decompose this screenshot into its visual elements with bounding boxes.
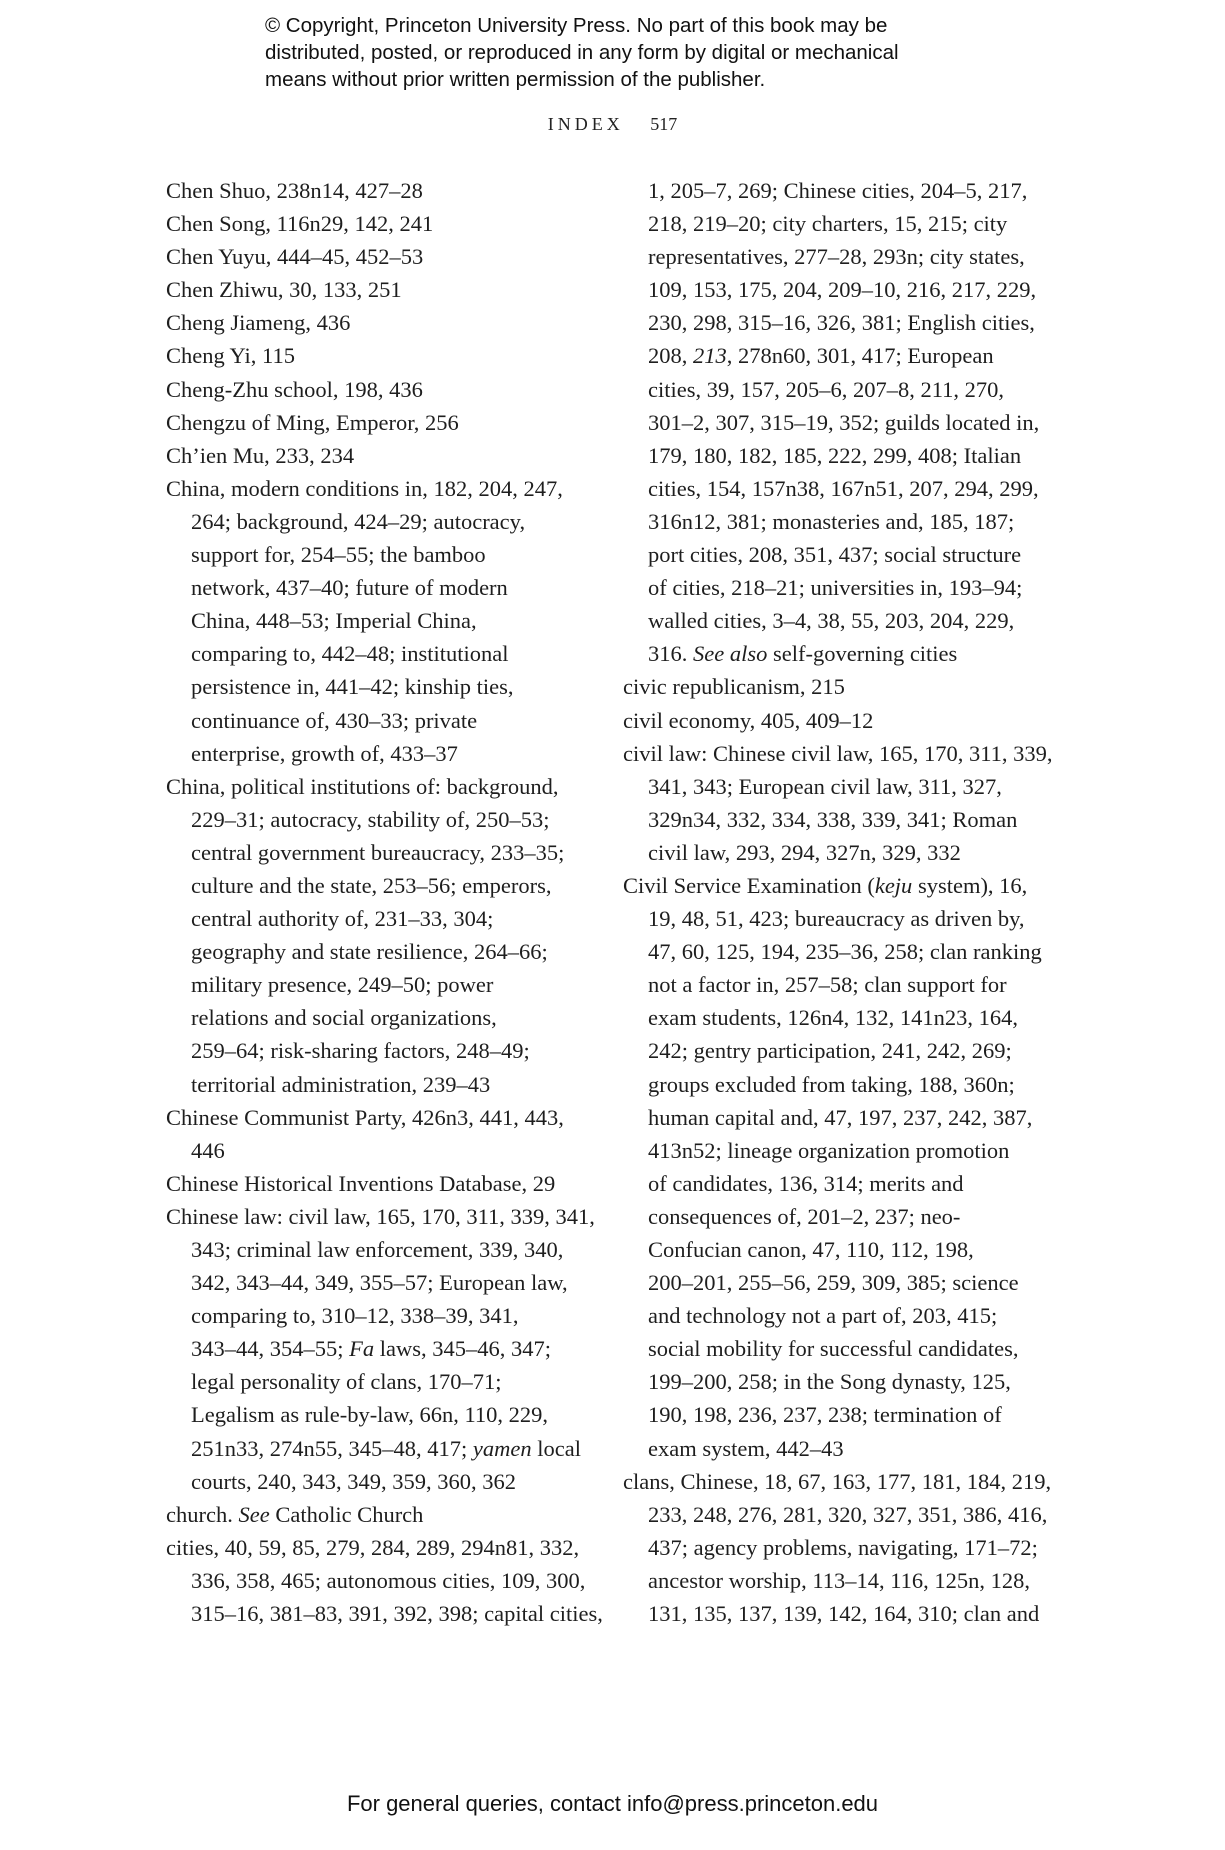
index-entry-continuation: China, 448–53; Imperial China, <box>191 608 477 634</box>
index-entry-continuation: groups excluded from taking, 188, 360n; <box>648 1071 1015 1097</box>
index-entry-continuation: network, 437–40; future of modern <box>191 575 508 601</box>
index-entry: China, modern conditions in, 182, 204, 247, <box>166 475 563 501</box>
index-entry-continuation: 200–201, 255–56, 259, 309, 385; science <box>648 1270 1019 1296</box>
index-entry-continuation: 329n34, 332, 334, 338, 339, 341; Roman <box>648 806 1018 832</box>
footer-contact: For general queries, contact info@press.princeton.edu <box>346 1791 879 1816</box>
index-entry-continuation: territorial administration, 239–43 <box>191 1071 491 1097</box>
index-entry-continuation: of cities, 218–21; universities in, 193–94; <box>648 575 1023 601</box>
index-entry-continuation: 179, 180, 182, 185, 222, 299, 408; Italian <box>648 442 1022 468</box>
index-entry: Civil Service Examination (keju system), 16, <box>623 872 1028 898</box>
copyright-line: © Copyright, Princeton University Press. No part of this book may be <box>265 14 888 37</box>
index-entry: Cheng Yi, 115 <box>166 343 295 369</box>
index-entry-continuation: civil law, 293, 294, 327n, 329, 332 <box>648 839 961 865</box>
index-entry: civil economy, 405, 409–12 <box>623 707 874 733</box>
index-entry-continuation: persistence in, 441–42; kinship ties, <box>191 674 514 700</box>
index-entry-continuation: not a factor in, 257–58; clan support for <box>648 972 1007 998</box>
index-entry-continuation: legal personality of clans, 170–71; <box>191 1369 502 1395</box>
index-entry-continuation: comparing to, 442–48; institutional <box>191 641 509 667</box>
index-entry: civil law: Chinese civil law, 165, 170, 311, 339, <box>623 740 1053 766</box>
index-entry-continuation: 336, 358, 465; autonomous cities, 109, 300, <box>191 1567 586 1593</box>
index-entry-continuation: Confucian canon, 47, 110, 112, 198, <box>648 1237 974 1262</box>
index-entry: Chinese Communist Party, 426n3, 441, 443, <box>166 1104 564 1130</box>
index-entry: Chen Zhiwu, 30, 133, 251 <box>166 277 402 303</box>
index-entry-continuation: 131, 135, 137, 139, 142, 164, 310; clan and <box>648 1601 1040 1627</box>
index-entry-continuation: 316n12, 381; monasteries and, 185, 187; <box>648 508 1015 534</box>
index-entry-continuation: 242; gentry participation, 241, 242, 269; <box>648 1038 1012 1064</box>
index-entry: Chinese law: civil law, 165, 170, 311, 339, 341, <box>166 1203 595 1229</box>
index-entry-continuation: of candidates, 136, 314; merits and <box>648 1170 964 1196</box>
running-head <box>0 114 1225 135</box>
index-entry-continuation: geography and state resilience, 264–66; <box>191 939 548 965</box>
index-entry: China, political institutions of: background, <box>166 773 559 799</box>
page-number: 517 <box>650 114 678 134</box>
index-entry-continuation: cities, 154, 157n38, 167n51, 207, 294, 299, <box>648 475 1039 501</box>
index-entry-continuation: 109, 153, 175, 204, 209–10, 216, 217, 229, <box>648 277 1037 303</box>
index-entry: cities, 40, 59, 85, 279, 284, 289, 294n81, 332, <box>166 1534 580 1560</box>
index-entry-continuation: exam students, 126n4, 132, 141n23, 164, <box>648 1005 1018 1031</box>
index-entry-continuation: 301–2, 307, 315–19, 352; guilds located in, <box>648 409 1040 435</box>
index-entry-continuation: 190, 198, 236, 237, 238; termination of <box>648 1402 1002 1428</box>
index-entry-continuation: 19, 48, 51, 423; bureaucracy as driven by, <box>648 906 1025 932</box>
index-entry-continuation: 413n52; lineage organization promotion <box>648 1137 1010 1163</box>
index-entry-continuation: courts, 240, 343, 349, 359, 360, 362 <box>191 1468 516 1494</box>
index-entry-continuation: consequences of, 201–2, 237; neo- <box>648 1203 961 1229</box>
copyright-notice <box>265 12 1025 93</box>
index-entry-continuation: 316. See also self-governing cities <box>648 641 958 667</box>
index-entry-continuation: human capital and, 47, 197, 237, 242, 387, <box>648 1104 1033 1130</box>
index-entry-continuation: 218, 219–20; city charters, 15, 215; city <box>648 211 1008 237</box>
index-entry-continuation: enterprise, growth of, 433–37 <box>191 740 458 766</box>
index-entry-continuation: military presence, 249–50; power <box>191 972 494 998</box>
index-entry: Chengzu of Ming, Emperor, 256 <box>166 409 459 435</box>
index-entry-continuation: culture and the state, 253–56; emperors, <box>191 872 552 898</box>
index-entry: Cheng Jiameng, 436 <box>166 310 351 336</box>
index-entry-continuation: central government bureaucracy, 233–35; <box>191 839 565 865</box>
index-entry-continuation: 342, 343–44, 349, 355–57; European law, <box>191 1270 568 1296</box>
index-entry: civic republicanism, 215 <box>623 674 845 700</box>
index-entry-continuation: walled cities, 3–4, 38, 55, 203, 204, 229, <box>648 608 1015 634</box>
index-entry: Chen Shuo, 238n14, 427–28 <box>166 178 423 203</box>
copyright-line: means without prior written permission of the publisher. <box>265 68 766 91</box>
index-entry-continuation: continuance of, 430–33; private <box>191 707 478 733</box>
index-entry-continuation: 233, 248, 276, 281, 320, 327, 351, 386, 416, <box>648 1501 1048 1527</box>
index-entry-continuation: 199–200, 258; in the Song dynasty, 125, <box>648 1369 1011 1395</box>
index-entry-continuation: 1, 205–7, 269; Chinese cities, 204–5, 217, <box>648 178 1028 203</box>
index-entry-continuation: comparing to, 310–12, 338–39, 341, <box>191 1303 519 1329</box>
index-entry-continuation: 341, 343; European civil law, 311, 327, <box>648 773 1002 799</box>
index-entry-continuation: relations and social organizations, <box>191 1005 497 1031</box>
index-entry-continuation: 251n33, 274n55, 345–48, 417; yamen local <box>191 1435 581 1461</box>
running-head-title: INDEX <box>547 114 624 134</box>
index-entry-continuation: social mobility for successful candidates, <box>648 1336 1019 1362</box>
index-entry-continuation: 230, 298, 315–16, 326, 381; English cities, <box>648 310 1035 336</box>
index-entry-continuation: 343–44, 354–55; Fa laws, 345–46, 347; <box>191 1336 552 1362</box>
index-entry-continuation: port cities, 208, 351, 437; social structure <box>648 542 1022 568</box>
index-entry: Ch’ien Mu, 233, 234 <box>166 442 355 468</box>
index-entry-continuation: 229–31; autocracy, stability of, 250–53; <box>191 806 550 832</box>
index-entry-continuation: ancestor worship, 113–14, 116, 125n, 128, <box>648 1567 1031 1593</box>
index-entry-continuation: support for, 254–55; the bamboo <box>191 542 486 568</box>
copyright-line: distributed, posted, or reproduced in any form by digital or mechanical <box>265 41 899 64</box>
index-entry-continuation: representatives, 277–28, 293n; city states, <box>648 244 1025 270</box>
index-entry-continuation: 315–16, 381–83, 391, 392, 398; capital cities, <box>191 1601 603 1627</box>
index-entry-continuation: 343; criminal law enforcement, 339, 340, <box>191 1237 564 1262</box>
index-entry-continuation: 437; agency problems, navigating, 171–72; <box>648 1534 1038 1560</box>
index-entry-continuation: and technology not a part of, 203, 415; <box>648 1303 998 1329</box>
index-entry-continuation: cities, 39, 157, 205–6, 207–8, 211, 270, <box>648 376 1005 402</box>
index-entry-continuation: 264; background, 424–29; autocracy, <box>191 508 526 534</box>
index-entry-continuation: 259–64; risk-sharing factors, 248–49; <box>191 1038 530 1064</box>
index-entry-continuation: 208, 213, 278n60, 301, 417; European <box>648 343 994 369</box>
index-entry-continuation: 47, 60, 125, 194, 235–36, 258; clan ranking <box>648 939 1042 965</box>
index-entry-continuation: exam system, 442–43 <box>648 1435 844 1461</box>
index-entry: Cheng-Zhu school, 198, 436 <box>166 376 423 402</box>
index-entry: Chen Yuyu, 444–45, 452–53 <box>166 244 424 270</box>
index-entry: clans, Chinese, 18, 67, 163, 177, 181, 184, 219, <box>623 1468 1052 1494</box>
index-entry-continuation: central authority of, 231–33, 304; <box>191 906 494 932</box>
index-entry-continuation: 446 <box>191 1137 225 1163</box>
index-column-left <box>166 174 603 1630</box>
index-entry: Chen Song, 116n29, 142, 241 <box>166 211 434 237</box>
index-entry-continuation: Legalism as rule-by-law, 66n, 110, 229, <box>191 1402 549 1428</box>
index-entry: Chinese Historical Inventions Database, 29 <box>166 1170 556 1196</box>
index-column-right <box>623 174 1063 1630</box>
index-entry: church. See Catholic Church <box>166 1501 424 1527</box>
